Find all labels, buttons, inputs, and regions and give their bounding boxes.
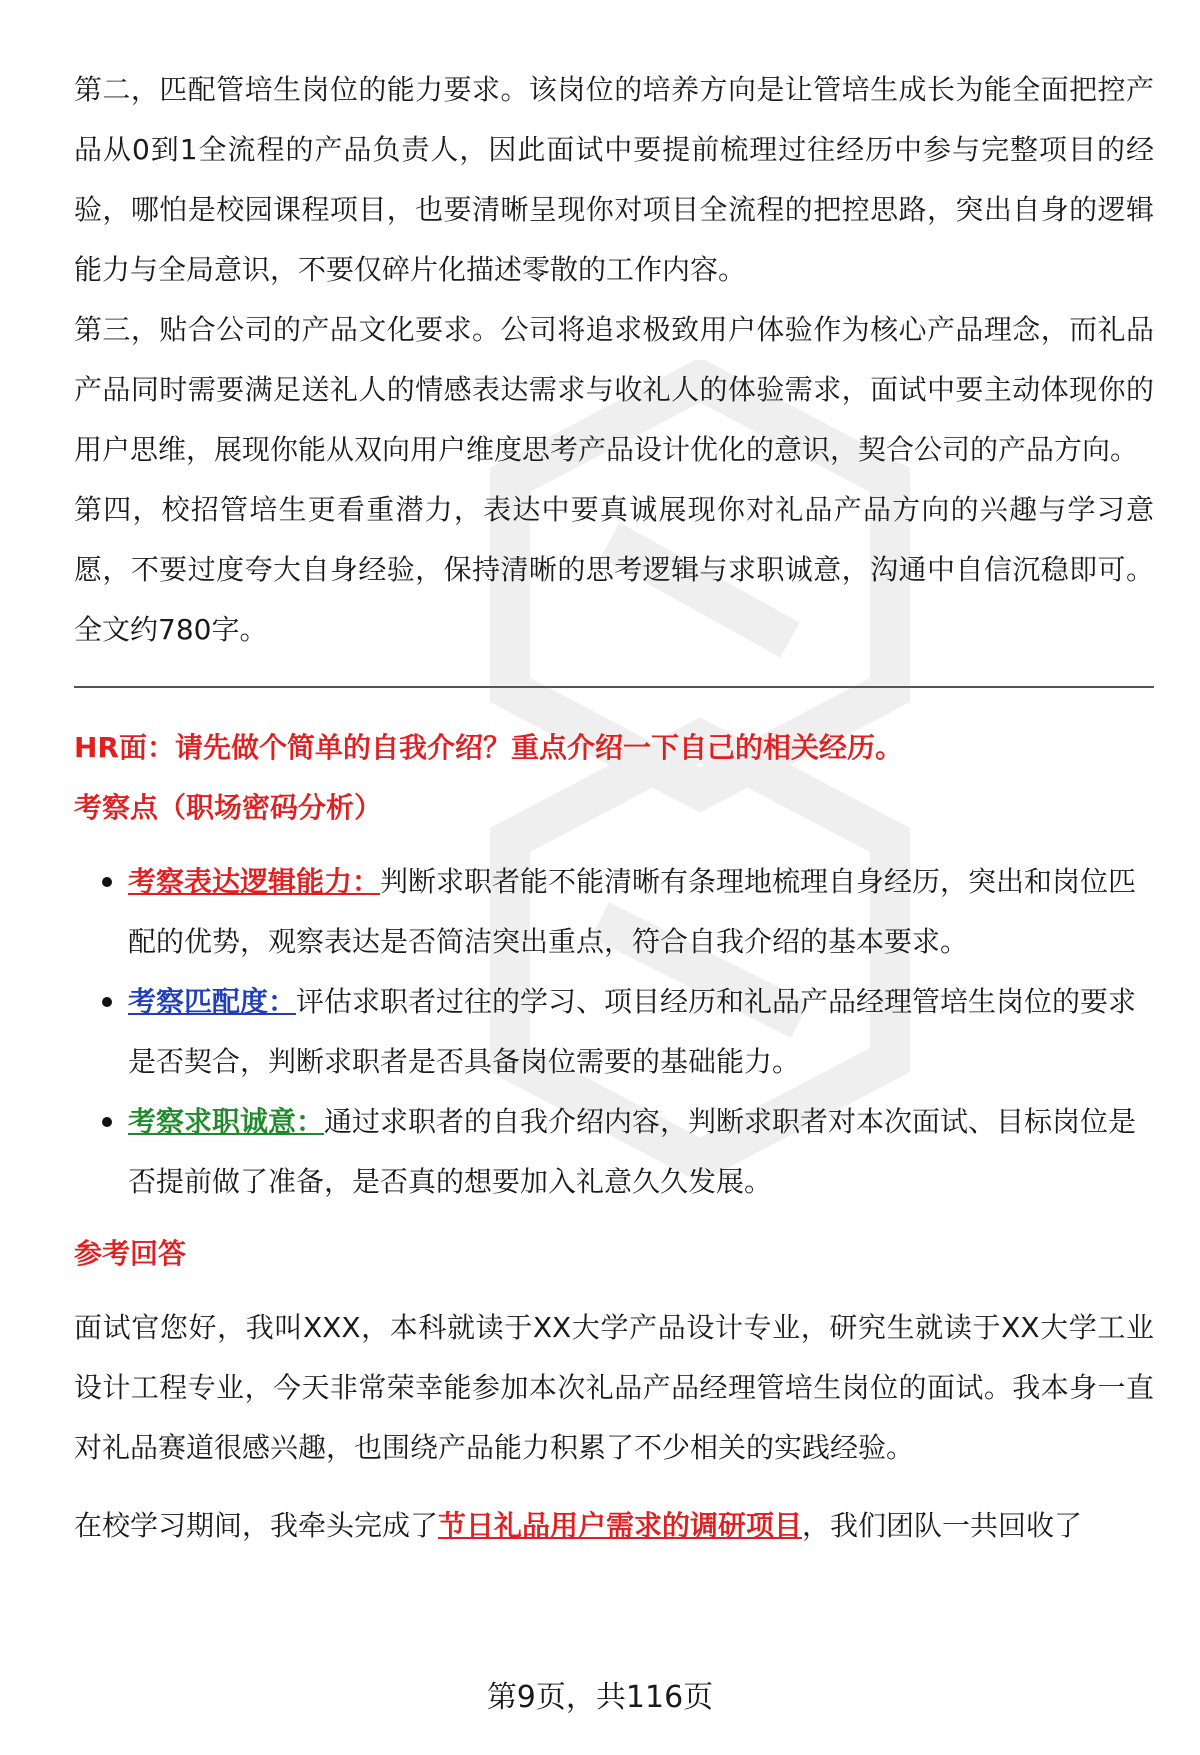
exam-point-keyword: 考察表达逻辑能力： — [128, 865, 381, 898]
exam-point-text: 判断求职者能不能清晰有条理地梳理自身经历，突出和岗位匹配的优势，观察表达是否简洁突出重点，符合自我介绍的基本要求。 — [128, 865, 1137, 958]
exam-point-item — [74, 972, 1154, 1092]
exam-point-keyword: 考察匹配度： — [128, 985, 297, 1018]
answer-highlight: 节日礼品用户需求的调研项目 — [438, 1509, 803, 1542]
exam-point-item — [74, 1092, 1154, 1212]
section-divider — [74, 686, 1154, 688]
hr-question: HR面：请先做个简单的自我介绍？重点介绍一下自己的相关经历。 — [74, 731, 903, 764]
bullet-dot-icon — [102, 877, 112, 887]
intro-paragraph-4: 第四，校招管培生更看重潜力，表达中要真诚展现你对礼品产品方向的兴趣与学习意愿，不要过度夸大自身经验，保持清晰的思考逻辑与求职诚意，沟通中自信沉稳即可。全文约780字。 — [74, 493, 1154, 646]
exam-points-title: 考察点（职场密码分析） — [74, 791, 383, 824]
document-page — [74, 60, 1154, 1556]
exam-point-item — [74, 852, 1154, 972]
page-footer: 第9页，共116页 — [486, 1680, 714, 1715]
answer-paragraph-1: 面试官您好，我叫XXX，本科就读于XX大学产品设计专业，研究生就读于XX大学工业设计工程专业，今天非常荣幸能参加本次礼品产品经理管培生岗位的面试。我本身一直对礼品赛道很感兴趣，也围绕产品能力积累了不少相关的实践经验。 — [74, 1311, 1154, 1464]
exam-point-text: 评估求职者过往的学习、项目经历和礼品产品经理管培生岗位的要求是否契合，判断求职者是否具备岗位需要的基础能力。 — [128, 985, 1137, 1078]
exam-point-keyword: 考察求职诚意： — [128, 1105, 325, 1138]
bullet-dot-icon — [102, 1117, 112, 1127]
answer-text-after: ，我们团队一共回收了 — [802, 1509, 1083, 1542]
intro-paragraph-3: 第三，贴合公司的产品文化要求。公司将追求极致用户体验作为核心产品理念，而礼品产品同时需要满足送礼人的情感表达需求与收礼人的体验需求，面试中要主动体现你的用户思维，展现你能从双向用户维度思考产品设计优化的意识，契合公司的产品方向。 — [74, 313, 1154, 466]
answer-text-before: 在校学习期间，我牵头完成了 — [74, 1509, 439, 1542]
answer-paragraph-2 — [74, 1496, 1154, 1556]
exam-point-text: 通过求职者的自我介绍内容，判断求职者对本次面试、目标岗位是否提前做了准备，是否真的想要加入礼意久久发展。 — [128, 1105, 1137, 1198]
intro-paragraph-2: 第二，匹配管培生岗位的能力要求。该岗位的培养方向是让管培生成长为能全面把控产品从0到1全流程的产品负责人，因此面试中要提前梳理过往经历中参与完整项目的经验，哪怕是校园课程项目，也要清晰呈现你对项目全流程的把控思路，突出自身的逻辑能力与全局意识，不要仅碎片化描述零散的工作内容。 — [74, 73, 1154, 286]
exam-points-list — [74, 852, 1154, 1212]
bullet-dot-icon — [102, 997, 112, 1007]
reference-answer-title: 参考回答 — [74, 1237, 187, 1270]
